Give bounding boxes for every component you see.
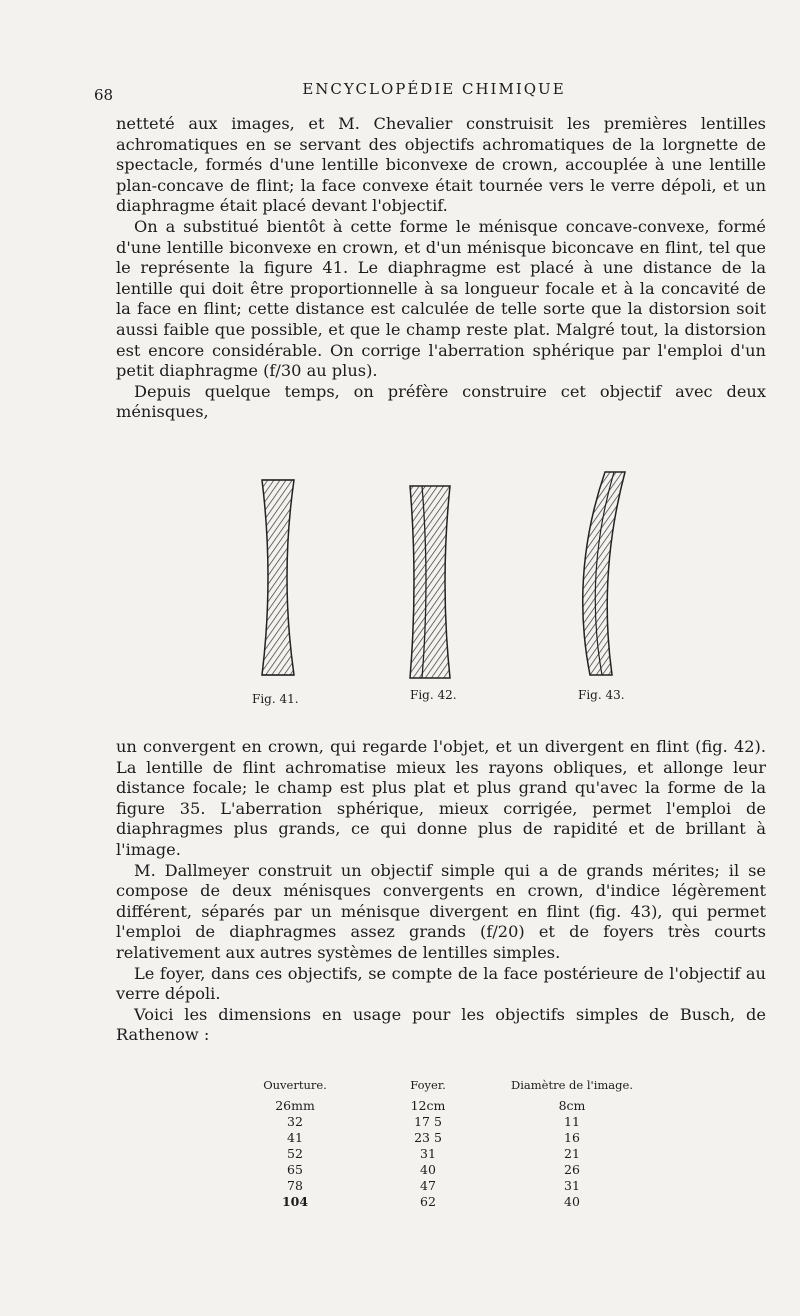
- paragraph: Le foyer, dans ces objectifs, se compte de la face postérieure de l'objectif au verre dépoli.: [116, 963, 766, 1004]
- figure-caption: Fig. 42.: [410, 688, 457, 702]
- table-cell: 41: [287, 1130, 303, 1145]
- running-title: ENCYCLOPÉDIE CHIMIQUE: [302, 80, 566, 98]
- paragraph: un convergent en crown, qui regarde l'objet, et un divergent en flint (fig. 42). La lentille de flint achromatise mieux les rayons obliques, et allonge leur distance focale; le champ est plus plat et plus grand qu'avec la forme de la figure 35. L'aberration sphérique, mieux corrigée, permet l'emploi de diaphragmes plus grands, ce qui donne plus de rapidité et de brillant à l'image.: [116, 737, 766, 859]
- table-cell: 32: [287, 1114, 303, 1129]
- column-diametre: [502, 1078, 642, 1210]
- page-number: 68: [94, 86, 114, 104]
- table-cell: 65: [287, 1162, 303, 1177]
- table-cell: 104: [281, 1194, 309, 1209]
- table-cell: 31: [420, 1146, 436, 1161]
- table-cell: 21: [564, 1146, 580, 1161]
- table-cell: 17 5: [414, 1114, 442, 1129]
- table-cell: 40: [564, 1194, 580, 1209]
- table-cell: 12cm: [410, 1098, 446, 1113]
- paragraph: M. Dallmeyer construit un objectif simple qui a de grands mérites; il se compose de deux ménisques convergents en crown, d'indice légèrement différent, séparés par un ménisque divergent en flint (fig. 43), qui permet l'emploi de diaphragmes assez grands (f/20) et de foyers très courts relativement aux autres systèmes de lentilles simples.: [116, 860, 766, 962]
- table-cell: 26mm: [275, 1098, 315, 1113]
- column-header: Foyer.: [410, 1078, 446, 1092]
- meniscus-pair-diagram: [400, 478, 460, 688]
- table-cell: 47: [420, 1178, 436, 1193]
- table-cell: 26: [564, 1162, 580, 1177]
- table-cell: 31: [564, 1178, 580, 1193]
- text-block-bottom: [116, 737, 766, 1046]
- column-header: Diamètre de l'image.: [511, 1078, 633, 1092]
- table-cell: 23 5: [414, 1130, 442, 1145]
- table-cell: 40: [420, 1162, 436, 1177]
- paragraph: Depuis quelque temps, on préfère construire cet objectif avec deux ménisques,: [116, 381, 766, 422]
- table-cell: 16: [564, 1130, 580, 1145]
- column-header: Ouverture.: [263, 1078, 327, 1092]
- column-foyer: [378, 1078, 478, 1210]
- table-cell: 62: [420, 1194, 436, 1209]
- figure-caption: Fig. 41.: [252, 692, 299, 706]
- figure-caption: Fig. 43.: [578, 688, 625, 702]
- table-cell: 8cm: [558, 1098, 586, 1113]
- table-cell: 78: [287, 1178, 303, 1193]
- biconvex-lens-diagram: [250, 470, 310, 685]
- curved-meniscus-diagram: [550, 470, 630, 680]
- text-block-top: [116, 114, 766, 423]
- paragraph: On a substitué bientôt à cette forme le ménisque concave-convexe, formé d'une lentille biconvexe en crown, et d'un ménisque biconcave en flint, tel que le représente la figure 41. Le diaphragme est placé à une distance de la lentille qui doit être proportionnelle à sa longueur focale et à la concavité de la face en flint; cette distance est calculée de telle sorte que la distorsion soit aussi faible que possible, et que le champ reste plat. Malgré tout, la distorsion est encore considérable. On corrige l'aberration sphérique par l'emploi d'un petit diaphragme (f/30 au plus).: [116, 216, 766, 381]
- figure-group: [230, 470, 650, 720]
- column-ouverture: [240, 1078, 350, 1210]
- paragraph: Voici les dimensions en usage pour les objectifs simples de Busch, de Rathenow :: [116, 1004, 766, 1045]
- page-header: [94, 80, 774, 106]
- paragraph: netteté aux images, et M. Chevalier construisit les premières lentilles achromatiques en se servant des objectifs achromatiques de la lorgnette de spectacle, formés d'une lentille biconvexe de crown, accouplée à une lentille plan-concave de flint; la face convexe était tournée vers le verre dépoli, et un diaphragme était placé devant l'objectif.: [116, 114, 766, 216]
- table-cell: 11: [564, 1114, 580, 1129]
- table-cell: 52: [287, 1146, 303, 1161]
